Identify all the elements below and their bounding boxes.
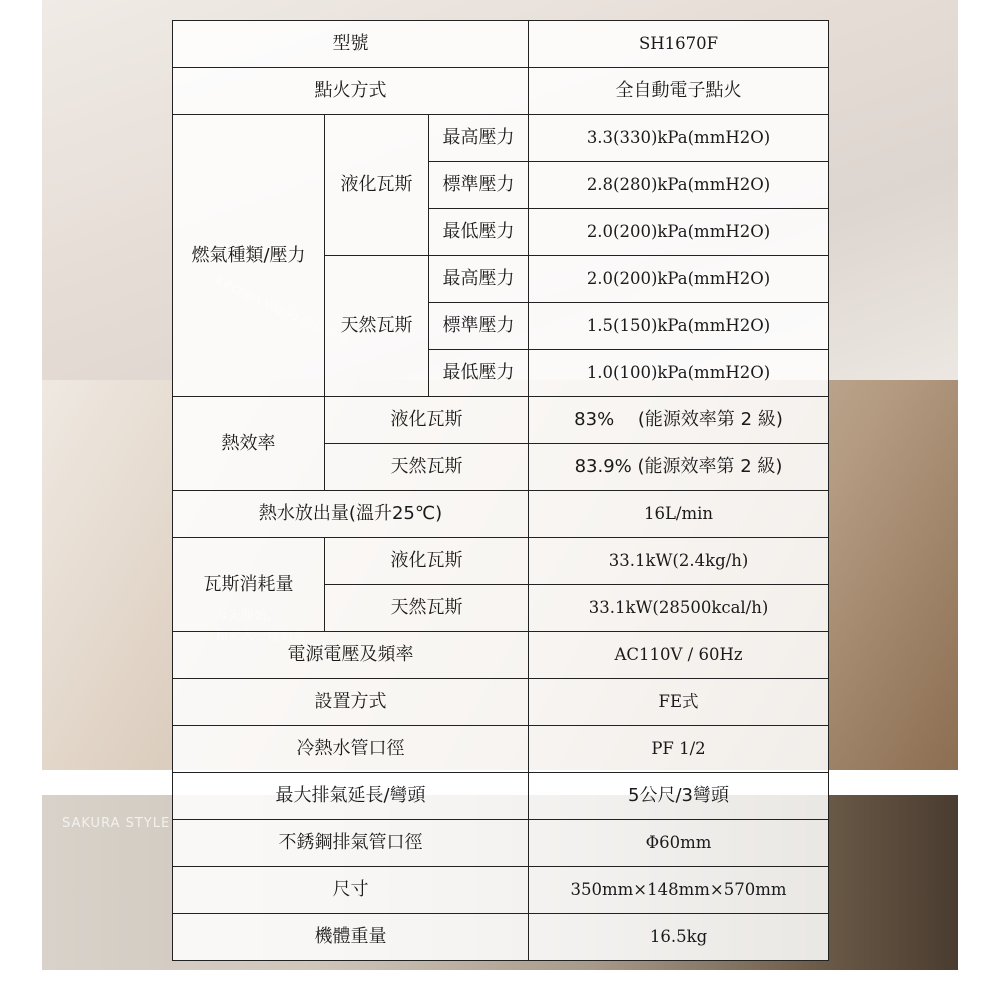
table-row	[173, 773, 829, 820]
gas-consumption-ng-value: 33.1kW(28500kcal/h)	[529, 585, 829, 632]
ng-std-pressure-value: 1.5(150)kPa(mmH2O)	[529, 303, 829, 350]
weight-label: 機體重量	[173, 914, 529, 961]
ignition-value: 全自動電子點火	[529, 68, 829, 115]
table-row	[173, 397, 829, 444]
size-value: 350mm×148mm×570mm	[529, 867, 829, 914]
ng-max-pressure-label: 最高壓力	[429, 256, 529, 303]
exhaust-length-label: 最大排氣延長/彎頭	[173, 773, 529, 820]
lpg-std-pressure-value: 2.8(280)kPa(mmH2O)	[529, 162, 829, 209]
lpg-max-pressure-label: 最高壓力	[429, 115, 529, 162]
efficiency-lpg-label: 液化瓦斯	[325, 397, 529, 444]
table-row	[173, 914, 829, 961]
lpg-std-pressure-label: 標準壓力	[429, 162, 529, 209]
size-label: 尺寸	[173, 867, 529, 914]
gas-consumption-lpg-label: 液化瓦斯	[325, 538, 529, 585]
table-row	[173, 491, 829, 538]
ignition-label: 點火方式	[173, 68, 529, 115]
lpg-pressure-label: 液化瓦斯	[325, 115, 429, 256]
power-value: AC110V / 60Hz	[529, 632, 829, 679]
ng-pressure-label: 天然瓦斯	[325, 256, 429, 397]
hot-water-label: 熱水放出量(溫升25℃)	[173, 491, 529, 538]
sakura-style-watermark: SAKURA STYLE	[62, 816, 171, 831]
table-row	[173, 726, 829, 773]
lpg-min-pressure-value: 2.0(200)kPa(mmH2O)	[529, 209, 829, 256]
efficiency-lpg-value: 83% (能源效率第 2 級)	[529, 397, 829, 444]
ng-std-pressure-label: 標準壓力	[429, 303, 529, 350]
gas-consumption-group-label: 瓦斯消耗量	[173, 538, 325, 632]
ng-max-pressure-value: 2.0(200)kPa(mmH2O)	[529, 256, 829, 303]
gas-consumption-ng-label: 天然瓦斯	[325, 585, 529, 632]
exhaust-length-value: 5公尺/3彎頭	[529, 773, 829, 820]
power-label: 電源電壓及頻率	[173, 632, 529, 679]
table-row	[173, 115, 829, 162]
pipe-label: 冷熱水管口徑	[173, 726, 529, 773]
exhaust-diameter-value: Φ60mm	[529, 820, 829, 867]
exhaust-diameter-label: 不銹鋼排氣管口徑	[173, 820, 529, 867]
model-value: SH1670F	[529, 21, 829, 68]
spec-table	[172, 20, 829, 961]
table-row	[173, 679, 829, 726]
lpg-min-pressure-label: 最低壓力	[429, 209, 529, 256]
install-value: FE式	[529, 679, 829, 726]
gas-pressure-group-label: 燃氣種類/壓力	[173, 115, 325, 397]
model-label: 型號	[173, 21, 529, 68]
hot-water-value: 16L/min	[529, 491, 829, 538]
efficiency-group-label: 熱效率	[173, 397, 325, 491]
install-label: 設置方式	[173, 679, 529, 726]
lpg-max-pressure-value: 3.3(330)kPa(mmH2O)	[529, 115, 829, 162]
ng-min-pressure-value: 1.0(100)kPa(mmH2O)	[529, 350, 829, 397]
table-row	[173, 632, 829, 679]
efficiency-ng-label: 天然瓦斯	[325, 444, 529, 491]
weight-value: 16.5kg	[529, 914, 829, 961]
table-row	[173, 68, 829, 115]
pipe-value: PF 1/2	[529, 726, 829, 773]
table-row	[173, 867, 829, 914]
table-row	[173, 21, 829, 68]
ng-min-pressure-label: 最低壓力	[429, 350, 529, 397]
efficiency-ng-value: 83.9% (能源效率第 2 級)	[529, 444, 829, 491]
table-row	[173, 538, 829, 585]
table-row	[173, 820, 829, 867]
gas-consumption-lpg-value: 33.1kW(2.4kg/h)	[529, 538, 829, 585]
